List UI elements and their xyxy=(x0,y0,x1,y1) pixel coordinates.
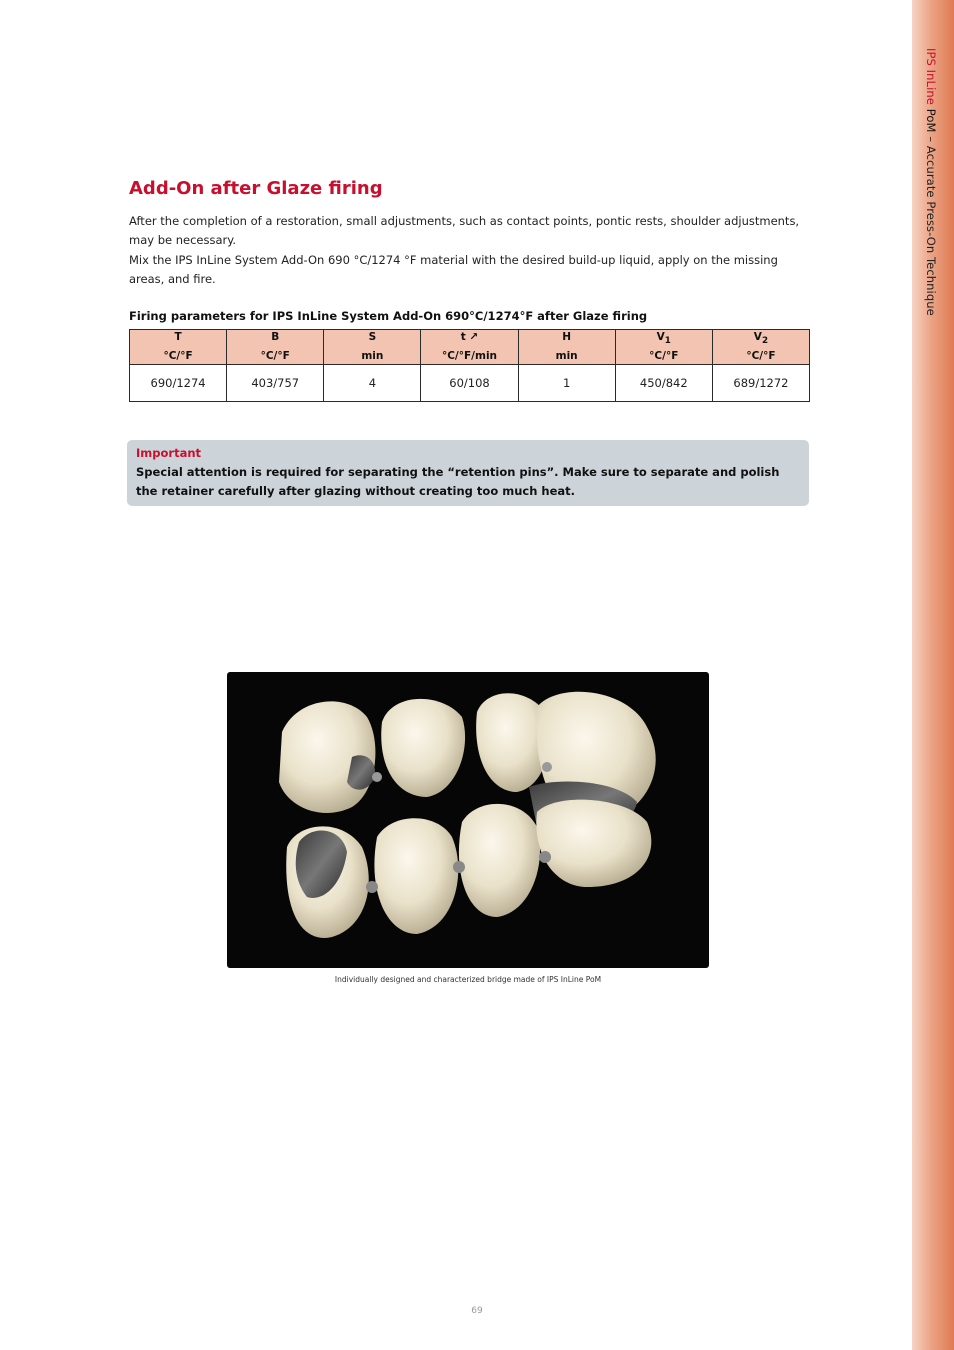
running-title-brand: IPS InLine xyxy=(924,48,938,105)
paragraph-adjustments: After the completion of a restoration, small adjustments, such as contact points, pontic rests, shoulder adjustments, may be necessary. xyxy=(129,214,800,247)
firing-parameters-table xyxy=(129,329,810,402)
table-header-cell: B °C/°F xyxy=(227,330,324,365)
section-heading: Add-On after Glaze firing xyxy=(129,178,383,199)
running-title-pom: PoM xyxy=(924,104,938,133)
table-header-cell: t ↗ °C/°F/min xyxy=(421,330,518,365)
table-header-cell: $V_2$ °C/°F xyxy=(712,330,809,365)
running-title xyxy=(924,48,938,316)
table-cell: 4 xyxy=(324,365,421,402)
page-number: 69 xyxy=(471,1306,483,1316)
paragraph-mix-instructions: Mix the IPS InLine System Add-On 690 °C/1274 °F material with the desired build-up liquid, apply on the missing areas, and fire. xyxy=(129,253,778,286)
table-cell: 450/842 xyxy=(615,365,712,402)
table-cell: 403/757 xyxy=(227,365,324,402)
table-header-cell: S min xyxy=(324,330,421,365)
bridge-photo xyxy=(227,672,709,968)
important-note xyxy=(127,440,809,506)
table-cell: 690/1274 xyxy=(130,365,227,402)
photo-caption: Individually designed and characterized bridge made of IPS InLine PoM xyxy=(334,975,602,984)
table-header-cell: $V_1$ °C/°F xyxy=(615,330,712,365)
important-text: Special attention is required for separating the “retention pins”. Make sure to separate and polish the retainer carefully after glazing without creating too much heat. xyxy=(136,465,780,498)
important-label: Important xyxy=(136,446,202,460)
table-header-row xyxy=(130,330,810,365)
table-cell: 689/1272 xyxy=(712,365,809,402)
table-cell: 60/108 xyxy=(421,365,518,402)
table-header-cell: T °C/°F xyxy=(130,330,227,365)
bridge-illustration xyxy=(227,672,709,968)
running-title-rest: – Accurate Press-On Technique xyxy=(924,132,938,316)
table-cell: 1 xyxy=(518,365,615,402)
table-header-cell: H min xyxy=(518,330,615,365)
table-caption: Firing parameters for IPS InLine System Add-On 690°C/1274°F after Glaze firing xyxy=(129,309,648,323)
table-row xyxy=(130,365,810,402)
